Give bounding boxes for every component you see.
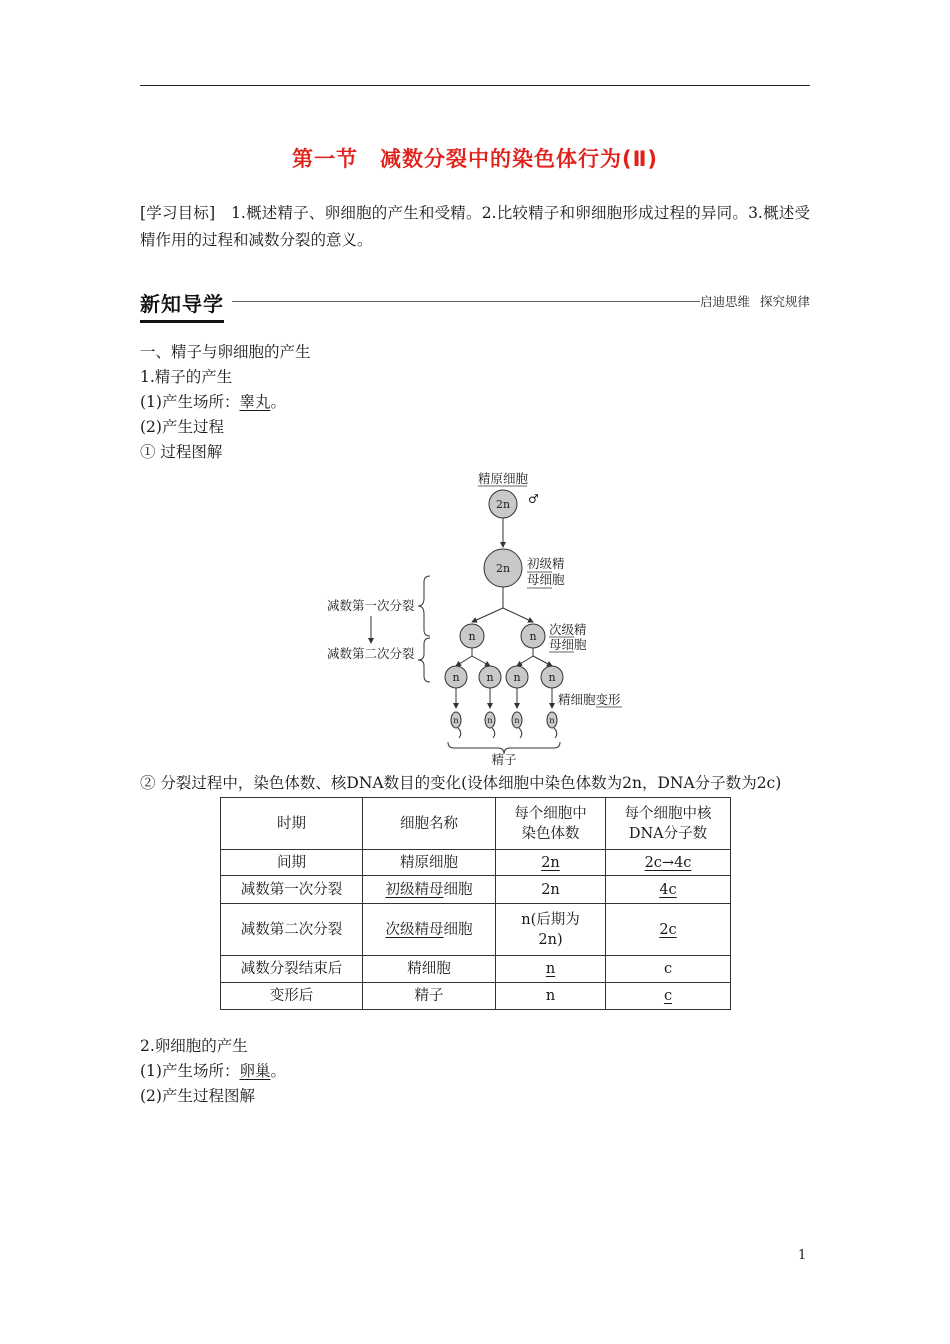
header-cell-name: 细胞名称: [363, 798, 496, 850]
goals-text: 1.概述精子、卵细胞的产生和受精。2.比较精子和卵细胞形成过程的异同。3.概述受精作用的过程和减数分裂的意义。: [140, 204, 810, 249]
chromosome-dna-table: [220, 797, 731, 1010]
egg-process: (2)产生过程图解: [140, 1087, 255, 1105]
heading-1: 一、精子与卵细胞的产生: [140, 343, 311, 361]
svg-text:n: n: [549, 716, 555, 725]
brace-meiosis-1: [418, 576, 430, 636]
header-chromosome: 每个细胞中 染色体数: [496, 798, 606, 850]
cell-label-n: n: [529, 630, 537, 643]
svg-text:n: n: [514, 716, 520, 725]
table-row: 变形后 精子 n c: [221, 983, 731, 1010]
heading-egg: 2.卵细胞的产生: [140, 1037, 248, 1055]
label-secondary-1: 次级精: [549, 622, 587, 637]
cell-label-n: n: [486, 671, 494, 684]
table-header-row: [221, 798, 731, 850]
diagram-caption: ① 过程图解: [140, 443, 223, 461]
label-secondary-2: 母细胞: [549, 637, 587, 652]
answer-testis: 睾丸: [239, 393, 271, 411]
table-row: 减数分裂结束后 精细胞 n c: [221, 956, 731, 983]
header-rule: [140, 85, 810, 86]
table-caption: ② 分裂过程中，染色体数、核DNA数目的变化(设体细胞中染色体数为2n，DNA分子数为2c): [140, 774, 782, 792]
answer-transform: 变形: [595, 692, 621, 707]
label-meiosis-1: 减数第一次分裂: [327, 598, 415, 613]
table-row: 间期 精原细胞 2n 2c→4c: [221, 850, 731, 876]
table-row: 减数第一次分裂 初级精母细胞 2n 4c: [221, 876, 731, 904]
cell-label-n: n: [513, 671, 521, 684]
svg-text:n: n: [453, 716, 459, 725]
sperm-cell: [547, 712, 557, 738]
header-dna: 每个细胞中核 DNA分子数: [606, 798, 731, 850]
cell-label-2n: 2n: [495, 562, 511, 575]
label-primary-2: 母细胞: [527, 572, 565, 587]
section-subtitle: 启迪思维 探究规律: [700, 294, 810, 309]
label-spermatid: 精细胞变形: [558, 692, 621, 707]
page-number: 1: [798, 1248, 807, 1263]
sperm-cell: [512, 712, 522, 738]
header-period: 时期: [221, 798, 363, 850]
brace-meiosis-2: [418, 638, 430, 682]
cell-label-n: n: [468, 630, 476, 643]
egg-site: (1)产生场所：卵巢。: [140, 1062, 286, 1080]
label-meiosis-2: 减数第二次分裂: [327, 646, 415, 661]
goals-label: [学习目标]: [140, 204, 216, 222]
table-row: 减数第二次分裂 次级精母细胞 n(后期为 2n) 2c: [221, 904, 731, 956]
spermatogenesis-diagram: [320, 468, 650, 768]
heading-sperm: 1.精子的产生: [140, 368, 233, 386]
cell-label-n: n: [452, 671, 460, 684]
section-divider: [232, 301, 700, 302]
answer-ovary: 卵巢: [239, 1062, 271, 1080]
learning-goals: [140, 200, 810, 254]
section-header: [140, 288, 810, 316]
label-primary-1: 初级精: [527, 556, 565, 571]
label-spermatogonium: 精原细胞: [477, 471, 529, 486]
label-sperm: 精子: [491, 752, 517, 767]
sperm-process: (2)产生过程: [140, 418, 224, 436]
page-title: 第一节 减数分裂中的染色体行为(Ⅱ): [291, 147, 659, 171]
sperm-cell: [485, 712, 495, 738]
section-title: 新知导学: [140, 288, 224, 323]
cell-label-n: n: [548, 671, 556, 684]
svg-text:n: n: [487, 716, 493, 725]
male-symbol: ♂: [528, 492, 539, 506]
sperm-cell: [451, 712, 461, 738]
cell-label-2n: 2n: [495, 498, 511, 511]
sperm-site: (1)产生场所：睾丸。: [140, 393, 286, 411]
